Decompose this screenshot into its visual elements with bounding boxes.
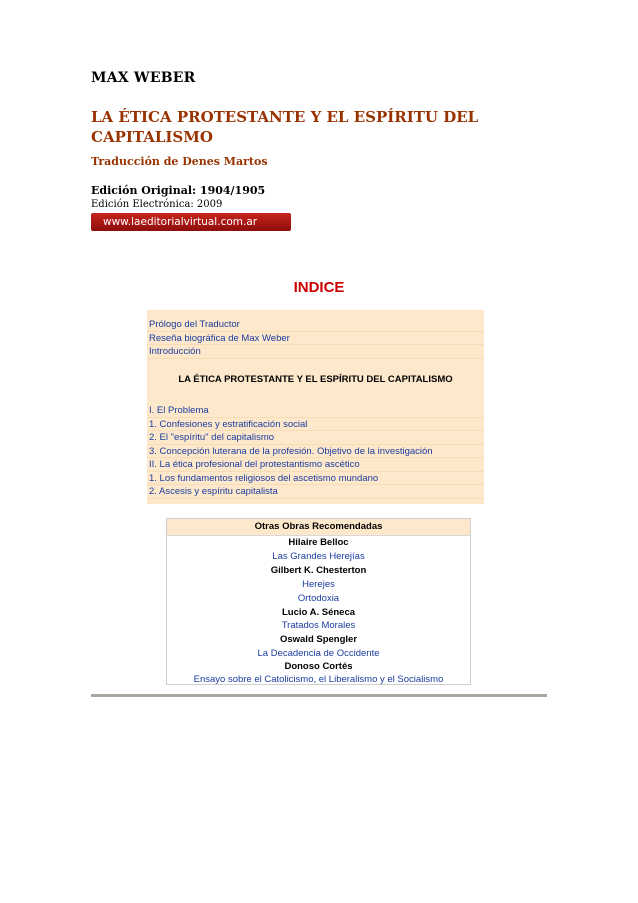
translator-credit: Traducción de Denes Martos: [91, 155, 268, 168]
toc-link-chapter[interactable]: II. La ética profesional del protestantismo ascético: [147, 458, 484, 472]
recommended-works-header: Otras Obras Recomendadas: [167, 519, 470, 536]
recommended-work-link[interactable]: Herejes: [302, 579, 335, 590]
toc-link-chapter[interactable]: 2. Ascesis y espíritu capitalista: [147, 485, 484, 499]
toc-section-title: LA ÉTICA PROTESTANTE Y EL ESPÍRITU DEL CAPITALISMO: [178, 374, 453, 385]
recommended-author: Lucio A. Séneca: [281, 607, 356, 618]
recommended-work-link[interactable]: Ortodoxia: [297, 593, 340, 604]
document-title: LA ÉTICA PROTESTANTE Y EL ESPÍRITU DEL CAPITALISMO: [91, 108, 479, 146]
recommended-work-link[interactable]: Ensayo sobre el Catolicismo, el Liberalismo y el Socialismo: [193, 674, 444, 685]
recommended-work-link[interactable]: La Decadencia de Occidente: [257, 648, 380, 659]
toc-link-introduccion[interactable]: Introducción: [147, 345, 484, 359]
toc-link-chapter[interactable]: I. El Problema: [147, 404, 484, 418]
recommended-works-box: [166, 518, 471, 685]
original-edition: Edición Original: 1904/1905: [91, 184, 266, 197]
recommended-author: Gilbert K. Chesterton: [270, 565, 367, 576]
toc-link-chapter[interactable]: 1. Confesiones y estratificación social: [147, 418, 484, 432]
recommended-work-link[interactable]: Las Grandes Herejías: [272, 551, 365, 562]
electronic-edition: Edición Electrónica: 2009: [91, 199, 223, 210]
toc-link-chapter[interactable]: 1. Los fundamentos religiosos del ascetismo mundano: [147, 472, 484, 486]
document-author: MAX WEBER: [91, 70, 196, 86]
toc-link-resena[interactable]: Reseña biográfica de Max Weber: [147, 332, 484, 346]
recommended-author: Oswald Spengler: [279, 634, 358, 645]
horizontal-divider: [91, 694, 547, 697]
recommended-author: Donoso Cortés: [284, 661, 353, 672]
publisher-banner-link[interactable]: www.laeditorialvirtual.com.ar: [91, 213, 291, 231]
index-heading: INDICE: [293, 279, 345, 296]
recommended-author: Hilaire Belloc: [288, 537, 349, 548]
recommended-work-link[interactable]: Tratados Morales: [281, 620, 356, 631]
toc-link-prologo[interactable]: Prólogo del Traductor: [147, 318, 484, 332]
toc-link-chapter[interactable]: 2. El "espíritu" del capitalismo: [147, 431, 484, 445]
table-of-contents: [147, 310, 484, 504]
toc-link-chapter[interactable]: 3. Concepción luterana de la profesión. Objetivo de la investigación: [147, 445, 484, 459]
